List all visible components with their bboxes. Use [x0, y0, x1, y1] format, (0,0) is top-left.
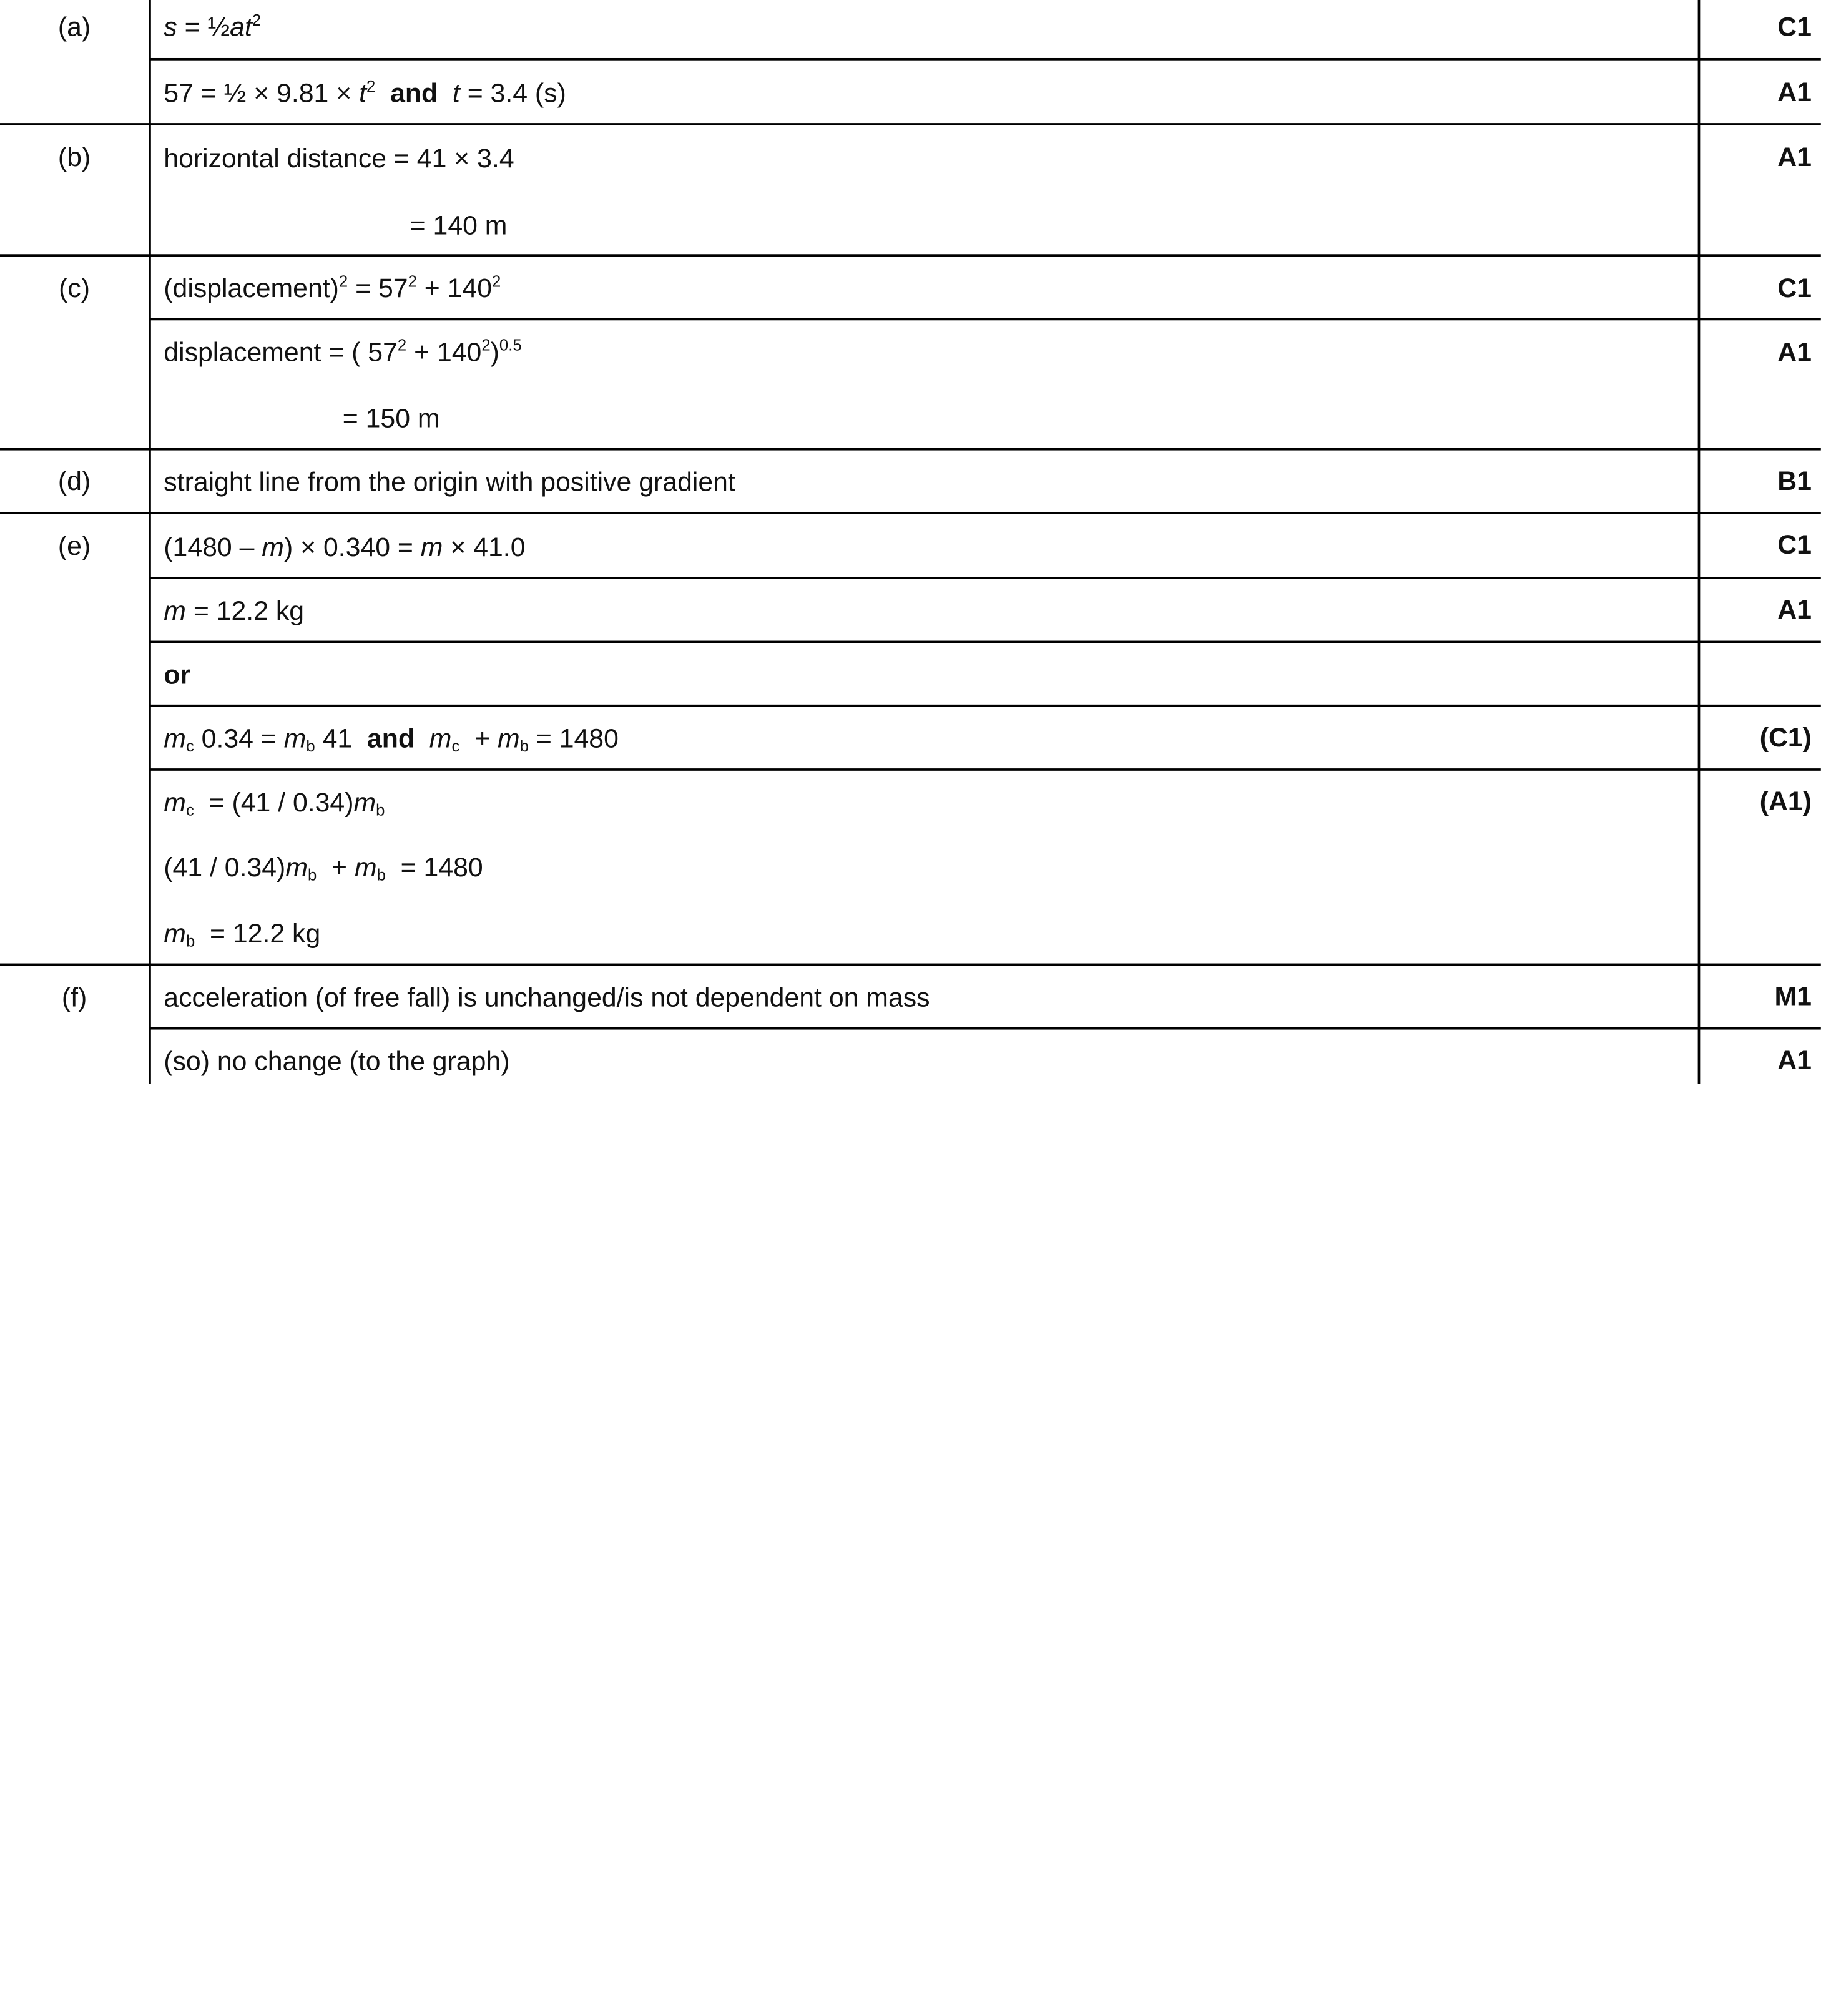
mark-value: C1 [1777, 529, 1812, 560]
part-divider [0, 512, 1821, 514]
row-divider [149, 705, 1821, 707]
row-divider [149, 58, 1821, 61]
row-divider [149, 768, 1821, 771]
answer-line: $m_b = 12.2$ kg [164, 918, 321, 951]
column-divider-left [149, 0, 151, 1084]
answer-line: acceleration (of free fall) is unchanged/is not dependent on mass [164, 982, 930, 1012]
mark-value: (A1) [1759, 786, 1812, 816]
answer-line: $m_c = (41 / 0.34)m_b$ [164, 786, 385, 819]
mark-value: B1 [1777, 465, 1812, 496]
row-divider [149, 1027, 1821, 1030]
part-divider [0, 448, 1821, 451]
part-label-e: (e) [57, 530, 91, 561]
mark-value: A1 [1777, 1044, 1812, 1075]
answer-line: = 140 m [410, 210, 508, 240]
answer-line: (displacement)$^2$ = $57^2 + 140^2$ [164, 273, 501, 303]
row-divider [149, 318, 1821, 321]
column-divider-right [1698, 0, 1701, 1084]
row-divider [149, 641, 1821, 643]
mark-value: (C1) [1759, 722, 1812, 753]
mark-value: A1 [1777, 76, 1812, 107]
part-label-a: (a) [57, 11, 91, 42]
mark-value: C1 [1777, 11, 1812, 42]
part-divider [0, 123, 1821, 125]
mark-value: C1 [1777, 273, 1812, 303]
mark-value: A1 [1777, 336, 1812, 367]
part-label-d: (d) [57, 465, 91, 496]
row-divider [149, 577, 1821, 579]
answer-line: = 150 m [342, 403, 440, 433]
answer-line: $(41 / 0.34)m_b + m_b = 1480$ [164, 852, 483, 884]
answer-line: horizontal distance = 41 × 3.4 [164, 142, 514, 174]
answer-line-or: or [164, 659, 191, 690]
mark-value: A1 [1777, 141, 1812, 172]
part-label-b: (b) [57, 141, 91, 172]
answer-line: (1480 – m) × 0.340 = m × 41.0 [164, 531, 526, 562]
answer-line: displacement = ( $57^2 + 140^2)^{0.5}$ [164, 336, 522, 367]
answer-line: m = 12.2 kg [164, 595, 305, 626]
answer-line: (so) no change (to the graph) [164, 1045, 510, 1076]
part-divider [0, 964, 1821, 966]
part-label-c: (c) [59, 273, 90, 303]
answer-line: straight line from the origin with positive gradient [164, 466, 735, 497]
mark-value: M1 [1774, 981, 1812, 1011]
part-label-f: (f) [61, 982, 87, 1012]
answer-line: $s = \frac{1}{2}at^2$ [164, 11, 262, 42]
mark-value: A1 [1777, 594, 1812, 625]
part-divider [0, 254, 1821, 257]
answer-line: $m_c$ $0.34 = m_b$ 41 and $m_c + m_b = 1480$ [164, 723, 619, 755]
answer-line: 57 = ½ × $9.81 \times t^2$ and t = 3.4 (s) [164, 77, 566, 108]
